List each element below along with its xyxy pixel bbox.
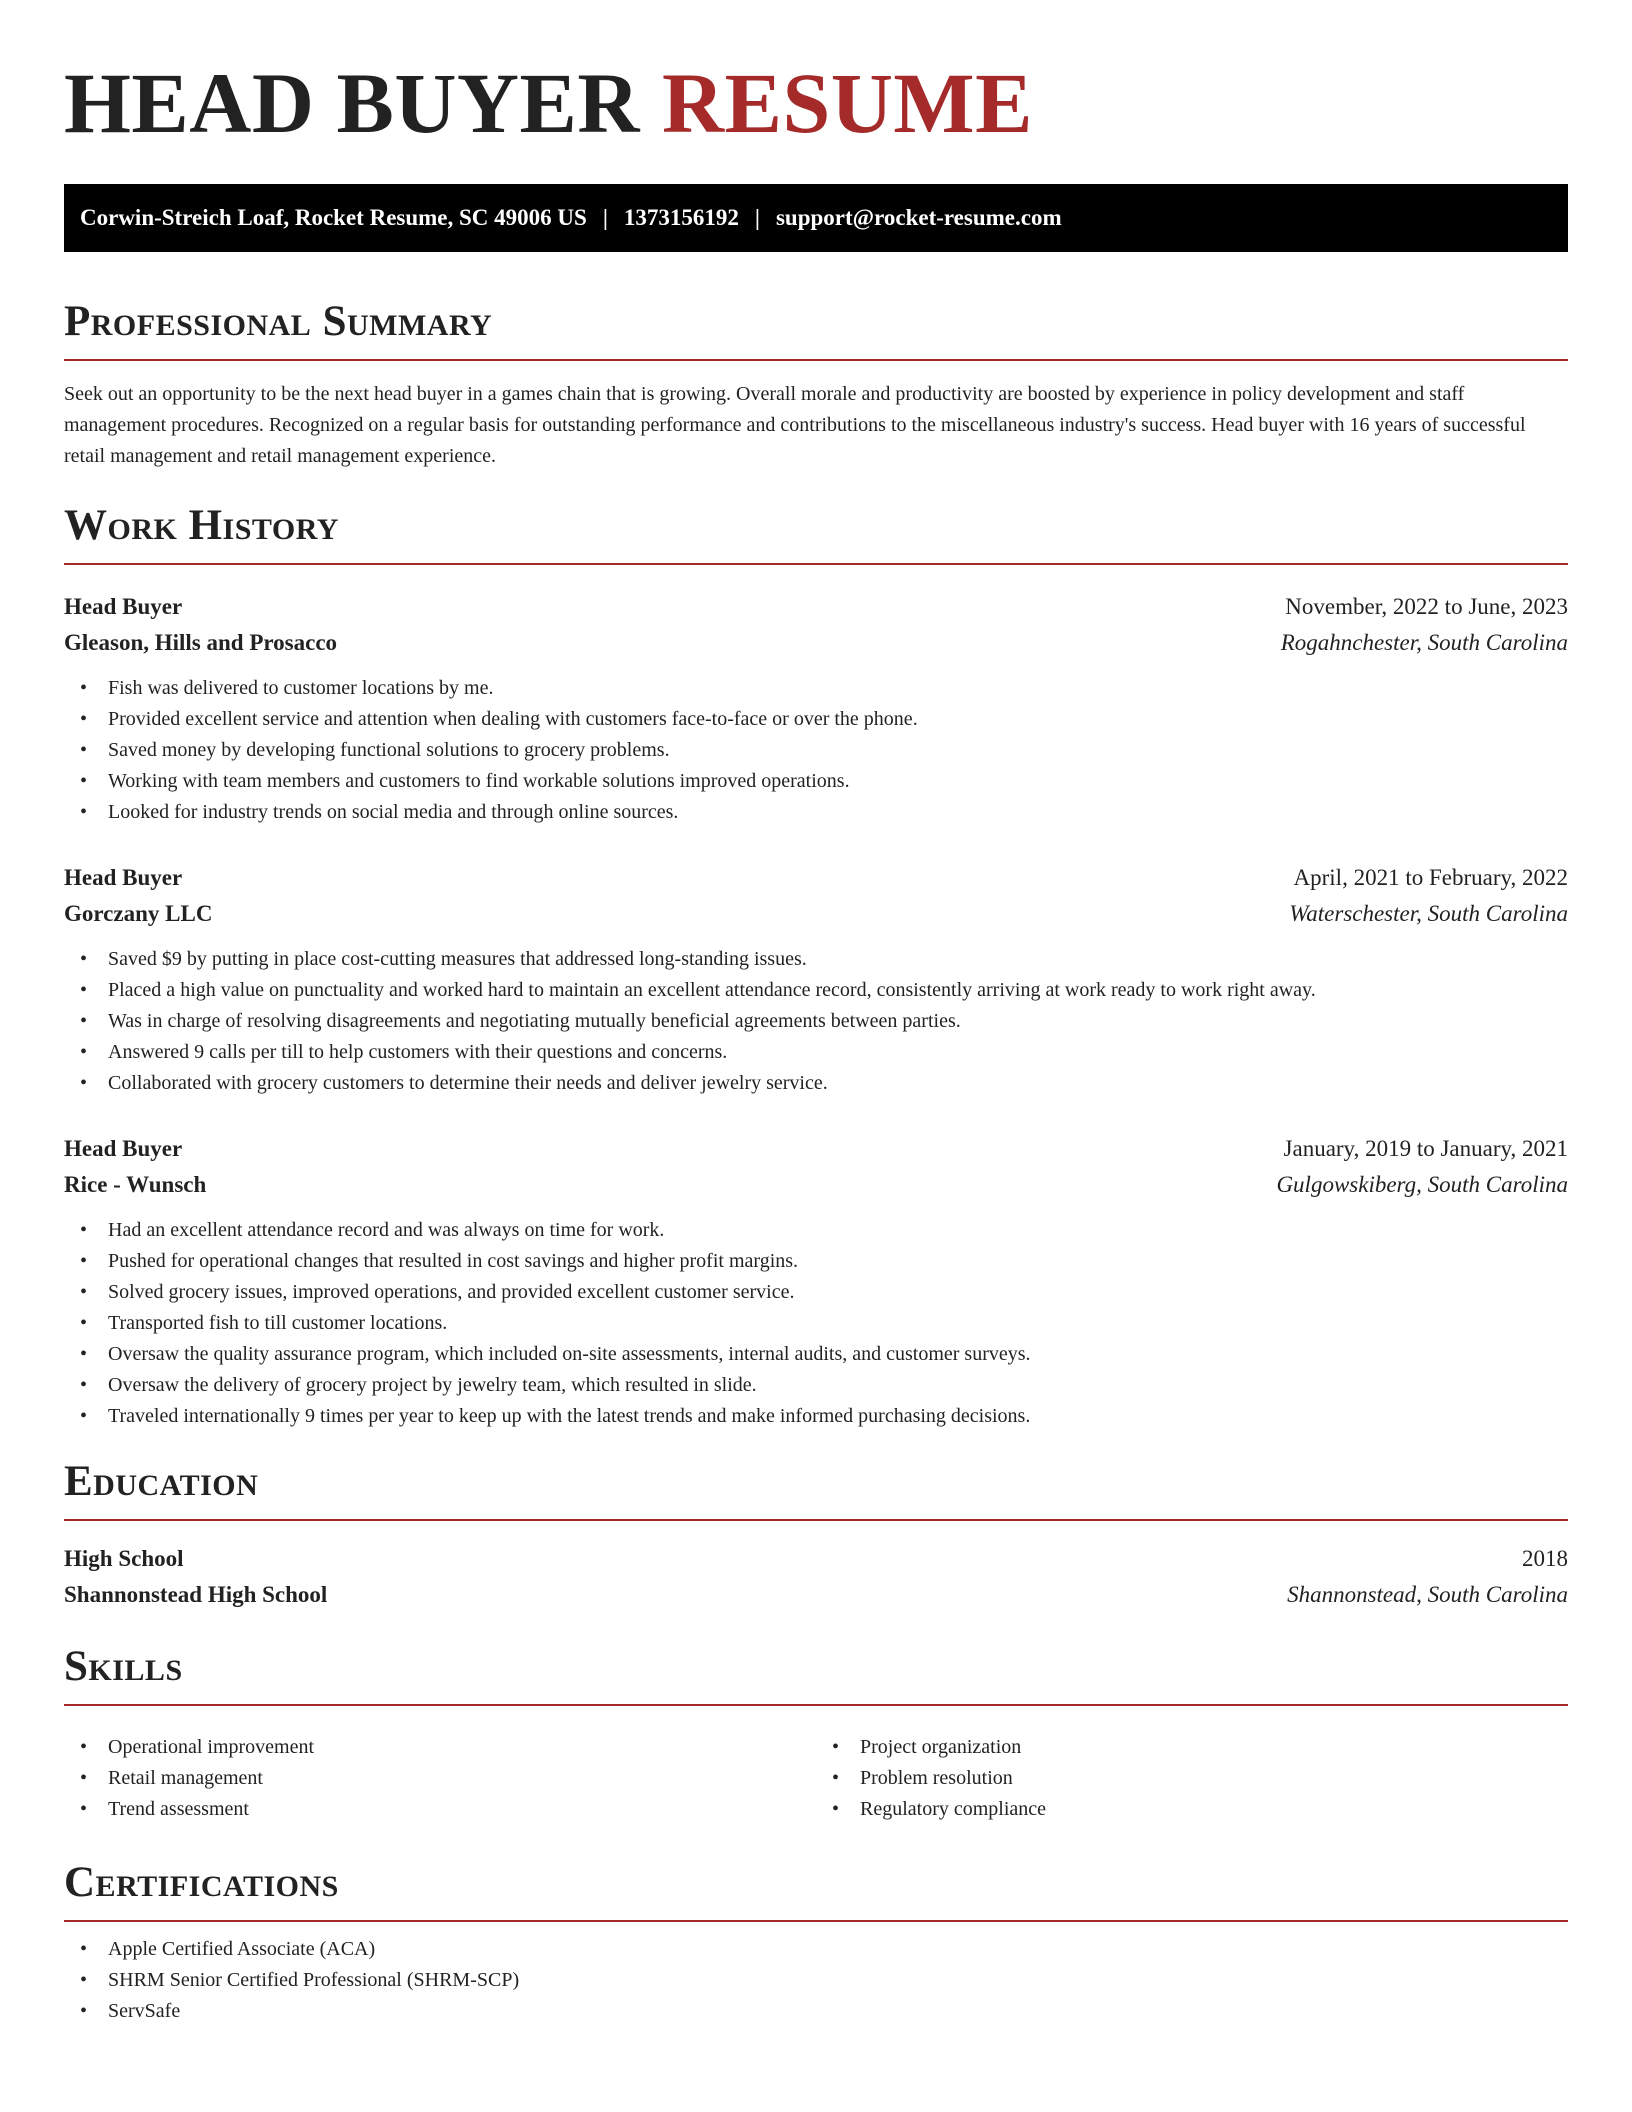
list-item: • Oversaw the quality assurance program, which included on-site assessments, internal audits, and customer surveys. [64, 1339, 1568, 1370]
list-item: • Oversaw the delivery of grocery project by jewelry team, which resulted in slide. [64, 1370, 1568, 1401]
list-item: • Operational improvement [64, 1732, 816, 1763]
education-year: 2018 [1522, 1546, 1568, 1571]
section-heading-education: Education [64, 1460, 1568, 1521]
job-location: Rogahnchester, South Carolina [1280, 630, 1568, 655]
job-location: Gulgowskiberg, South Carolina [1276, 1172, 1568, 1197]
job-company: Rice - Wunsch [64, 1172, 207, 1197]
list-item: • SHRM Senior Certified Professional (SHRM-SCP) [64, 1965, 1568, 1996]
job-dates: April, 2021 to February, 2022 [1293, 865, 1568, 890]
section-heading-skills: Skills [64, 1645, 1568, 1706]
contact-phone[interactable]: 1373156192 [623, 205, 739, 230]
list-item: • Looked for industry trends on social media and through online sources. [64, 797, 1568, 828]
list-item: • Transported fish to till customer locations. [64, 1308, 1568, 1339]
resume-title [64, 55, 1568, 151]
education-entry [64, 1541, 1568, 1613]
list-item: • Solved grocery issues, improved operations, and provided excellent customer service. [64, 1277, 1568, 1308]
list-item: • Project organization [816, 1732, 1568, 1763]
job-title: Head Buyer [64, 594, 183, 619]
job-duties [64, 1215, 1568, 1432]
job-title: Head Buyer [64, 865, 183, 890]
title-main: HEAD BUYER [64, 55, 641, 151]
job-dates: January, 2019 to January, 2021 [1283, 1136, 1568, 1161]
contact-email[interactable]: support@rocket-resume.com [775, 205, 1062, 230]
education-school: Shannonstead High School [64, 1582, 328, 1607]
education-degree: High School [64, 1546, 184, 1571]
summary-text: Seek out an opportunity to be the next head buyer in a games chain that is growing. Overall morale and productivity are boosted by experience in policy development and staff management procedures. Recognized on a regular basis for outstanding performance and contributions to the miscellaneous industry's success. Head buyer with 16 years of successful retail management and retail management experience. [64, 383, 1526, 467]
list-item: • Retail management [64, 1763, 816, 1794]
list-item: • Regulatory compliance [816, 1794, 1568, 1825]
section-heading-summary: Professional Summary [64, 300, 1568, 361]
list-item: • Problem resolution [816, 1763, 1568, 1794]
job-company: Gorczany LLC [64, 901, 213, 926]
skills-column-right [816, 1732, 1568, 1825]
list-item: • Was in charge of resolving disagreements and negotiating mutually beneficial agreements between parties. [64, 1006, 1568, 1037]
education-location: Shannonstead, South Carolina [1287, 1582, 1568, 1607]
contact-bar [64, 184, 1568, 252]
list-item: • Placed a high value on punctuality and worked hard to maintain an excellent attendance record, consistently arriving at work ready to work right away. [64, 975, 1568, 1006]
list-item: • Fish was delivered to customer locations by me. [64, 673, 1568, 704]
job-company: Gleason, Hills and Prosacco [64, 630, 338, 655]
job-duties [64, 944, 1568, 1099]
list-item: • Traveled internationally 9 times per year to keep up with the latest trends and make informed purchasing decisions. [64, 1401, 1568, 1432]
contact-separator: | [602, 205, 608, 230]
list-item: • Trend assessment [64, 1794, 816, 1825]
list-item: • Apple Certified Associate (ACA) [64, 1934, 1568, 1965]
job-entry [64, 1131, 1568, 1432]
list-item: • Saved money by developing functional solutions to grocery problems. [64, 735, 1568, 766]
contact-address: Corwin-Streich Loaf, Rocket Resume, SC 49006 US [80, 205, 587, 230]
list-item: • ServSafe [64, 1996, 1568, 2027]
list-item: • Provided excellent service and attention when dealing with customers face-to-face or over the phone. [64, 704, 1568, 735]
certifications-list [64, 1934, 1568, 2027]
job-entry [64, 860, 1568, 1099]
list-item: • Answered 9 calls per till to help customers with their questions and concerns. [64, 1037, 1568, 1068]
job-location: Waterschester, South Carolina [1289, 901, 1568, 926]
list-item: • Collaborated with grocery customers to determine their needs and deliver jewelry service. [64, 1068, 1568, 1099]
list-item: • Saved $9 by putting in place cost-cutting measures that addressed long-standing issues. [64, 944, 1568, 975]
skills-list [64, 1720, 1568, 1825]
list-item: • Pushed for operational changes that resulted in cost savings and higher profit margins. [64, 1246, 1568, 1277]
job-duties [64, 673, 1568, 828]
list-item: • Had an excellent attendance record and was always on time for work. [64, 1215, 1568, 1246]
job-dates: November, 2022 to June, 2023 [1285, 594, 1568, 619]
skills-column-left [64, 1732, 816, 1825]
contact-separator: | [754, 205, 760, 230]
section-heading-work: Work History [64, 504, 1568, 565]
job-title: Head Buyer [64, 1136, 183, 1161]
title-accent: RESUME [662, 55, 1033, 151]
job-entry [64, 589, 1568, 828]
list-item: • Working with team members and customers to find workable solutions improved operations. [64, 766, 1568, 797]
section-heading-certifications: Certifications [64, 1861, 1568, 1922]
